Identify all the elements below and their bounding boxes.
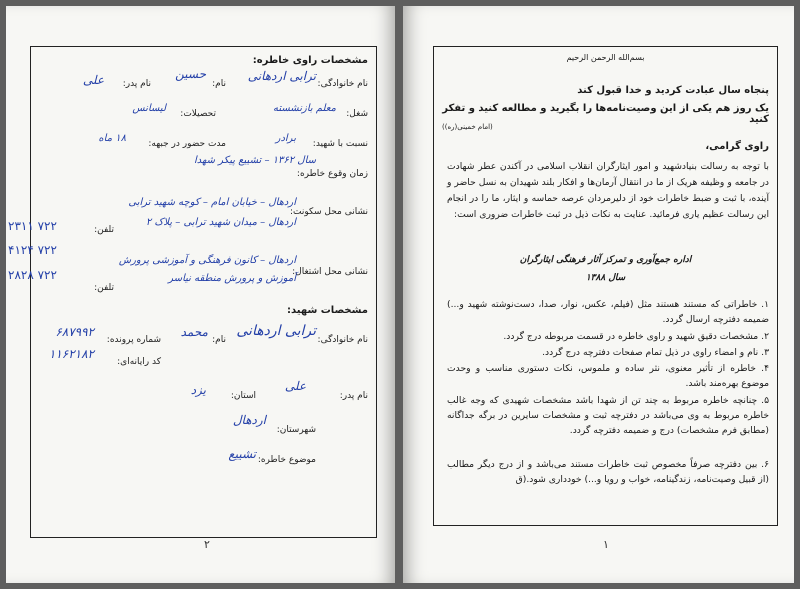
martyr-name: محمد [180, 325, 208, 339]
martyr-label-province: استان: [230, 391, 256, 401]
label-phone: تلفن: [94, 225, 114, 235]
instruction-item: ۳. نام و امضاء راوی در ذیل تمام صفحات دفترچه درج گردد. [542, 347, 769, 358]
martyr-city: اردهال [232, 413, 266, 427]
martyr-label-father-name: نام پدر: [339, 391, 368, 401]
left-page [6, 6, 395, 583]
martyr-file-number: ۶۸۷۹۹۲ [55, 325, 94, 339]
martyr-province: یزد [190, 383, 206, 397]
martyr-label-subject: موضوع خاطره: [257, 455, 316, 465]
label-relation: نسبت با شهید: [312, 139, 368, 149]
narrator-father-name: علی [82, 73, 104, 87]
martyr-national-code: ۱۱۶۲۱۸۲ [48, 347, 94, 361]
right-page-frame [433, 46, 778, 526]
label-work-address: نشانی محل اشتغال: [292, 267, 368, 277]
label-phone-2: تلفن: [94, 283, 114, 293]
label-education: تحصیلات: [180, 109, 216, 119]
left-page-number: ۲ [204, 538, 210, 551]
instruction-item: ۶. بین دفترچه صرفاً مخصوص ثبت خاطرات مستند می‌باشد و از درج دیگر مطالب (از قبیل وصیت‌نامه، زندگینامه، خواب و رویا و...) خودداری شود.(ق [447, 459, 769, 485]
margin-number-2: ۴۱۲۴ ۷۲۲ [8, 243, 57, 257]
narrator-time-place: سال ۱۳۶۲ – تشییع پیکر شهدا [194, 155, 316, 166]
label-job: شغل: [346, 109, 368, 119]
narrator-home-address-line2: اردهال – میدان شهید ترابی – پلاک ۲ [145, 217, 296, 228]
martyr-label-family-name: نام خانوادگی: [317, 335, 368, 345]
left-page-frame [30, 46, 377, 538]
instruction-item: ۲. مشخصات دقیق شهید و راوی خاطره در قسمت مربوطه درج گردد. [503, 331, 769, 342]
martyr-label-file-number: شماره پرونده: [106, 335, 161, 345]
narrator-presence: ۱۸ ماه [98, 133, 126, 144]
right-page-number: ۱ [603, 538, 609, 551]
quote-citation: (امام خمینی(ره)) [442, 123, 493, 131]
instruction-item: ۴. خاطره از تأثیر معنوی، نثر ساده و ملموس، نکات دستوری مناسب و وحدت موضوع بهره‌مند باشد. [447, 363, 769, 389]
narrator-name: حسین [175, 67, 206, 81]
narrator-job: معلم بازنشسته [273, 103, 336, 114]
martyr-heading: مشخصات شهید: [286, 305, 368, 316]
margin-number-3: ۲۸۲۸ ۷۲۲ [8, 268, 57, 282]
label-name: نام: [212, 79, 226, 89]
martyr-label-city: شهرستان: [276, 425, 316, 435]
organization-name: اداره جمع‌آوری و تمرکز آثار فرهنگی ایثارگران [519, 255, 692, 265]
quote-line-2: یک روز هم یکی از این وصیت‌نامه‌ها را بگیرید و مطالعه کنید و تفکر کنید [442, 103, 769, 125]
narrator-family-name: ترابی اردهانی [247, 69, 316, 83]
narrator-relation: برادر [275, 133, 296, 144]
narrator-work-address-line2: آموزش و پرورش منطقه نیاسر [168, 273, 296, 284]
instruction-item: ۱. خاطراتی که مستند هستند مثل (فیلم، عکس، نوار، صدا، دست‌نوشته شهید و...) ضمیمه دفترچه ارسال گردد. [447, 299, 769, 325]
martyr-label-name: نام: [212, 335, 226, 345]
margin-number-1: ۲۳۱۱ ۷۲۲ [8, 219, 57, 233]
greeting: راوی گرامی، [705, 141, 769, 152]
label-time-place: زمان وقوع خاطره: [296, 169, 368, 179]
organization-year: سال ۱۳۸۸ [585, 273, 626, 283]
bismillah: بسم‌الله الرحمن الرحیم [566, 53, 645, 62]
narrator-education: لیسانس [132, 103, 166, 114]
martyr-family-name: ترابی اردهانی [236, 323, 316, 339]
narrator-heading: مشخصات راوی خاطره: [252, 55, 368, 66]
label-home-address: نشانی محل سکونت: [290, 207, 368, 217]
instruction-item: ۵. چنانچه خاطره مربوط به چند تن از شهدا باشد مشخصات شهیدی که وجه غالب خاطره مربوط به وی می‌باشد در دفترچه ثبت و مشخصات سایرین در برگه جداگانه (مطابق فرم مشخصات) درج و ضمیمه دفترچه گردد. [447, 395, 769, 436]
label-family-name: نام خانوادگی: [317, 79, 368, 89]
right-page [403, 6, 794, 583]
narrator-work-address: اردهال – کانون فرهنگی و آموزشی پرورش [118, 255, 296, 266]
quote-line-1: پنجاه سال عبادت کردید و خدا قبول کند [577, 85, 769, 96]
martyr-subject: تشییع [228, 447, 256, 461]
narrator-home-address: اردهال – خیابان امام – کوچه شهید ترابی [128, 197, 296, 208]
label-father-name: نام پدر: [122, 79, 151, 89]
intro-paragraph: با توجه به رسالت بنیادشهید و امور ایثارگران انقلاب اسلامی در آکندن عطر شهادت در جامعه و وظیفه هریک از ما در انتقال آرمان‌ها و افکار بلند شهیدان به نسل حاضر و آینده، با ثبت و ضبط خاطرات خود از دلیرمردان عرصه حماسه و ایثار، ما را در انجام این رسالت عظیم یاری فرمائید. عنایت به نکات ذیل در ثبت خاطرات ضروری است: [447, 161, 769, 220]
label-presence: مدت حضور در جبهه: [148, 139, 226, 149]
martyr-father-name: علی [284, 379, 306, 393]
martyr-label-national-code: کد رایانه‌ای: [117, 357, 161, 367]
